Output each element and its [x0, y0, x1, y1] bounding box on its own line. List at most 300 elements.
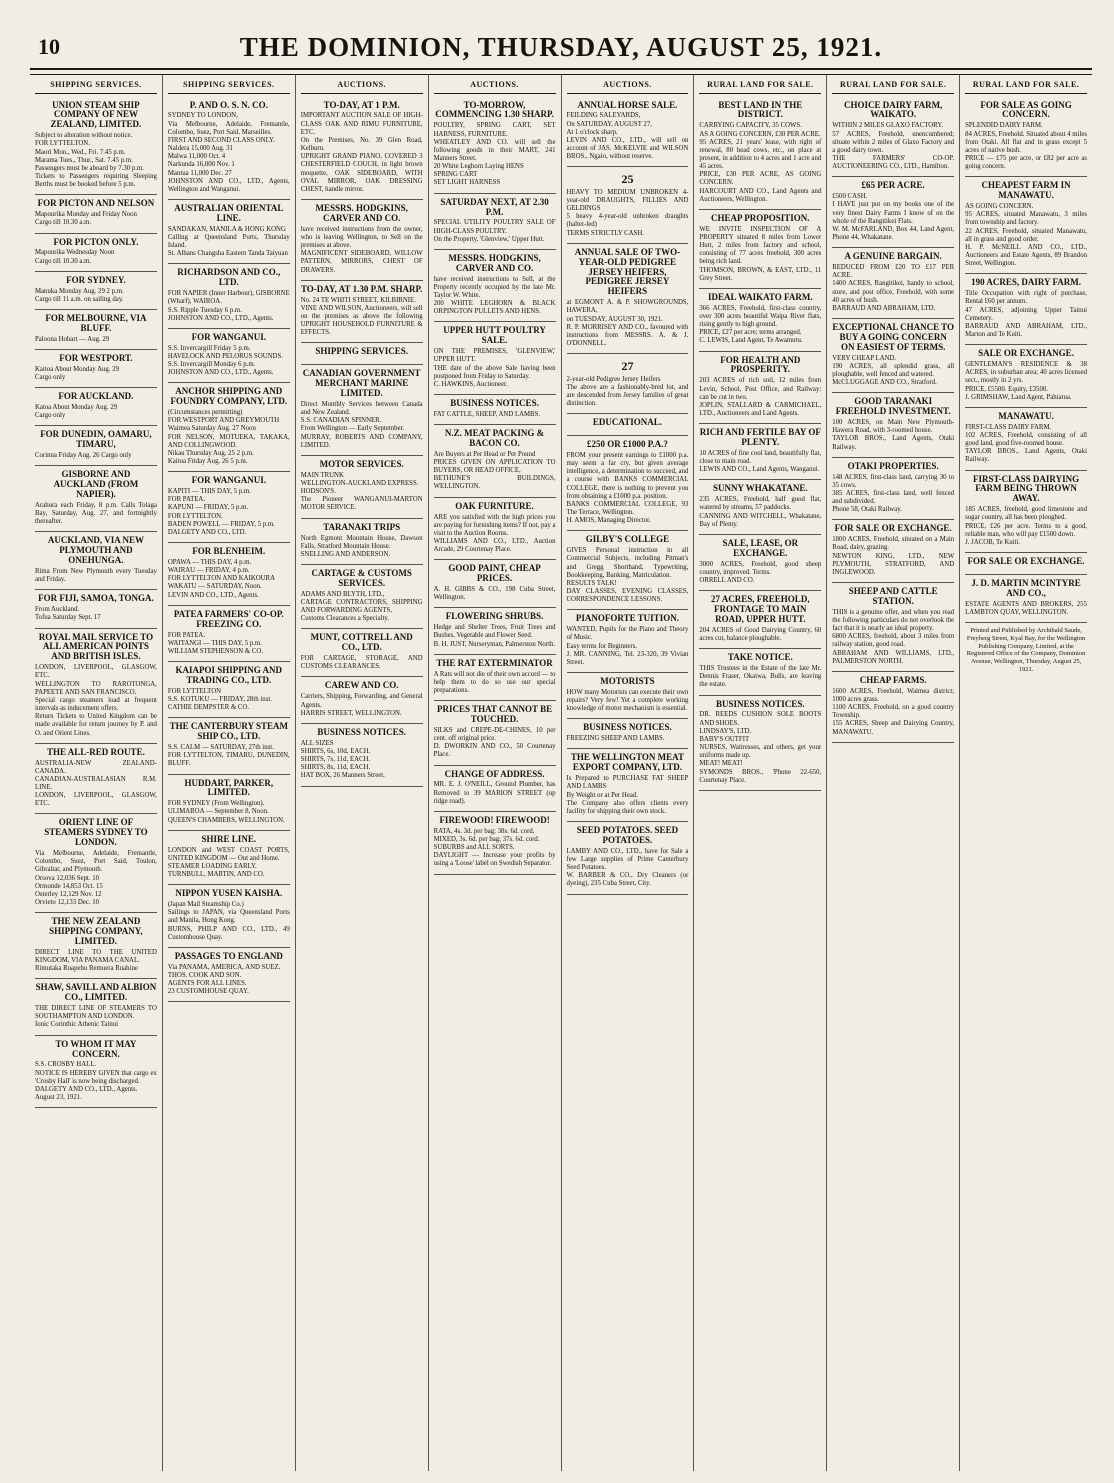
ad-title: FOR PICTON ONLY.	[53, 236, 139, 247]
advertisement	[832, 520, 954, 583]
ad-text: CARRYING CAPACITY, 35 COWS.	[699, 122, 802, 130]
ad-text: Tofua Saturday Sept. 17	[35, 614, 101, 622]
ad-text: The above are a fashionably-bred lot, and are descended from Jersey families of great distinction.	[566, 383, 689, 407]
ad-text: 185 ACRES, freehold, good limestone and sugar country, all has been ploughed.	[965, 506, 1087, 522]
ad-title: IDEAL WAIKATO FARM.	[708, 291, 813, 302]
ad-text: WELLINGTON TO RAROTONGA, PAPEETE AND SAN FRANCISCO.	[35, 680, 157, 696]
advertisement	[35, 1036, 157, 1109]
column-heading: AUCTIONS.	[434, 78, 556, 94]
ad-text: 200 WHITE LEGHORN & BLACK ORPINGTON PULLETS AND HENS.	[433, 300, 556, 316]
ad-text: FOR CARTAGE, STORAGE, AND CUSTOMS CLEARANCES.	[300, 655, 423, 671]
ad-text: Subject to alteration without notice.	[35, 132, 133, 140]
advertisement	[301, 565, 423, 629]
ad-text: Nikau Thursday Aug. 25 2 p.m.	[167, 449, 254, 457]
ad-text: Orsova 12,036 Sept. 10	[35, 874, 99, 882]
advertisement	[35, 350, 157, 388]
advertisement	[35, 272, 157, 310]
ad-text: FOR PATEA.	[167, 496, 206, 504]
ad-text: FOR SYDNEY (From Wellington).	[167, 800, 265, 808]
advertisement	[434, 194, 556, 250]
ad-text: have received instructions to Sell, at the Property recently occupied by the late Mr. Taylor W. White.	[433, 275, 556, 299]
advertisement	[567, 436, 689, 531]
ad-text: ORRELL AND CO.	[699, 577, 755, 585]
advertisement	[699, 210, 821, 289]
columns-container	[30, 74, 1092, 1471]
ad-title: CANADIAN GOVERNMENT MERCHANT MARINE LIMITED.	[302, 368, 421, 399]
ad-text: ON THE PREMISES, 'GLENVIEW,' UPPER HUTT.	[433, 348, 556, 364]
ad-text: FOR LYTTELTON, TIMARU, DUNEDIN, BLUFF.	[167, 752, 290, 768]
ad-text: S.S. KOTUKU — FRIDAY, 28th inst.	[167, 695, 272, 703]
column-2	[163, 75, 296, 1471]
ad-text: 1100 ACRES, Freehold, on a good country Township.	[832, 704, 955, 720]
ad-title: MOTORISTS	[600, 676, 655, 686]
ad-text: 57 ACRES, Freehold, unencumbered; situate within 2 miles of Glaxo Factory and a good dairy town.	[832, 130, 955, 154]
advertisement	[35, 532, 157, 590]
ad-text: FREEZING SHEEP AND LAMBS.	[566, 735, 665, 743]
ad-text: 385 ACRES, first-class land, well fenced and subdivided.	[832, 489, 955, 506]
ad-text: J. JACOB, Te Kuiti.	[965, 538, 1021, 546]
ad-text: THOS. COOK AND SON.	[167, 971, 242, 979]
ad-text: ARE you satisfied with the high prices you are paying for furnishing items? If not, pay a visit to the Auction Rooms.	[433, 513, 556, 537]
ad-title: MOTOR SERVICES.	[319, 458, 404, 469]
ad-text: Via PANAMA, AMERICA, AND SUEZ.	[167, 963, 281, 971]
ad-text: LONDON, LIVERPOOL, GLASGOW, ETC.	[35, 664, 157, 680]
ad-text: 2-year-old Pedigree Jersey Heifers	[566, 375, 661, 383]
ad-text: The Pioneer WANGANUI-MARTON MOTOR SERVICE.	[300, 496, 423, 512]
ad-text: By Weight or at Per Head.	[566, 791, 638, 799]
ad-text: DAYLIGHT — Increase your profits by using a 'Loose' label on Swedish Separator.	[433, 852, 556, 868]
ad-title: BUSINESS NOTICES.	[450, 398, 539, 408]
advertisement	[301, 97, 423, 200]
advertisement	[832, 672, 954, 743]
ad-text: Title Occupation with right of purchase, Rental £60 per annum.	[965, 290, 1087, 306]
ad-title: SHEEP AND CATTLE STATION.	[848, 586, 938, 606]
ad-text: Cargo till 10.30 a.m.	[35, 257, 92, 265]
ad-text: J. MR. CANNING, Tel. 23-320, 39 Vivian Street.	[566, 650, 689, 666]
advertisement	[699, 696, 821, 791]
ad-title: MESSRS. HODGKINS, CARVER AND CO.	[315, 203, 408, 223]
ad-text: STEAMER LOADING EARLY.	[167, 862, 257, 870]
ad-text: LONDON, LIVERPOOL, GLASGOW, ETC.	[35, 792, 157, 808]
ad-text: NOTICE IS HEREBY GIVEN that cargo ex 'Crosby Hall' is now being discharged.	[35, 1069, 157, 1085]
ad-text: NURSES, Waitresses, and others, get your uniforms made up.	[699, 744, 822, 760]
ad-text: C. LEWIS, Land Agent, Te Awamutu.	[699, 337, 803, 345]
column-1	[30, 75, 163, 1471]
ad-text: SNELLING AND ANDERSON.	[300, 550, 391, 558]
ad-title: TO-MORROW, COMMENCING 1.30 SHARP.	[435, 99, 554, 120]
ad-text: Mapourika Wednesday Noon	[35, 249, 115, 257]
ad-text: AS GOING CONCERN.	[965, 203, 1034, 211]
advertisement	[35, 310, 157, 350]
ad-text: Via Melbourne, Adelaide, Fremantle, Colombo, Suez, Port Said, Toulon, Gibraltar, and Plymouth.	[35, 850, 157, 874]
ad-text: WANTED, Pupils for the Piano and Theory of Music.	[566, 626, 689, 642]
ad-text: HARCOURT AND CO., Land Agents and Auctioneers, Wellington.	[699, 187, 822, 203]
ad-text: Passengers must be aboard by 7.30 p.m.	[35, 164, 144, 172]
ad-text: SYDNEY TO LONDON,	[167, 112, 238, 120]
ad-text: 366 ACRES, Freehold, first-class country, over 300 acres beautiful Waipa River flats, rising gently to high ground.	[699, 304, 822, 329]
ad-text: HAVELOCK AND PELORUS SOUNDS.	[167, 352, 283, 360]
ad-title: FOR SYDNEY.	[66, 274, 126, 285]
ad-text: 3000 ACRES, Freehold, good sheep country, improved. Terms.	[699, 560, 822, 576]
ad-title: TO-DAY, AT 1 P.M.	[323, 99, 400, 110]
ad-title: OAK FURNITURE.	[455, 500, 534, 511]
ad-text: 190 ACRES, all splendid grass, all ploughable, well fenced and watered.	[832, 362, 955, 378]
advertisement	[832, 393, 954, 457]
column-heading: RURAL LAND FOR SALE.	[965, 78, 1087, 94]
ad-text: Calling at Queensland Ports, Thursday Island.	[167, 233, 290, 250]
ad-title: THE ALL-RED ROUTE.	[47, 746, 145, 757]
advertisement	[434, 322, 556, 395]
ad-text: Arahura each Friday, 8 p.m. Calls Tolaga Bay, Saturday, Aug. 27, and fortnightly thereafter.	[35, 501, 157, 526]
advertisement	[567, 719, 689, 749]
ad-title: THE RAT EXTERMINATOR	[436, 657, 553, 668]
ad-title: CAREW AND CO.	[324, 680, 399, 691]
ad-title: FOR BLENHEIM.	[192, 546, 266, 557]
ad-text: FOR WESTPORT AND GREYMOUTH	[167, 417, 280, 425]
ad-text: RESULTS TALK!	[566, 579, 617, 587]
ad-text: Customs Clearances a Specialty.	[300, 615, 390, 623]
ad-text: 23 CUSTOMHOUSE QUAY.	[167, 988, 249, 996]
ad-text: Ormonde 14,853 Oct. 15	[35, 882, 103, 890]
ad-text: PRICE — £75 per acre, or £82 per acre as going concern.	[965, 155, 1087, 171]
ad-title: N.Z. MEAT PACKING & BACON CO.	[444, 428, 545, 448]
ad-text: Orvieto 12,133 Dec. 10	[35, 899, 99, 907]
advertisement	[832, 458, 954, 521]
ad-title: UPPER HUTT POULTRY SALE.	[443, 325, 546, 346]
ad-text: Hedge and Shelter Trees, Fruit Trees and Bushes, Vegetable and Flower Seed.	[433, 624, 556, 640]
ad-text: VINE AND WILSON, Auctioneers, will sell on the premises as above the following UPRIGHT HOUSEHOLD FURNITURE & EFFECTS.	[300, 304, 423, 337]
ad-title: FIREWOOD! FIREWOOD!	[439, 814, 550, 825]
ad-text: DALGETY AND CO., LTD.	[167, 528, 247, 536]
ad-text: PRICE, £30 PER ACRE, AS GOING CONCERN.	[699, 171, 822, 187]
ad-text: TAYLOR BROS., Land Agents, Otaki Railway.	[965, 448, 1087, 464]
ad-text: DIRECT LINE TO THE UNITED KINGDOM, VIA PANAMA CANAL.	[35, 948, 157, 965]
ad-text: BABY'S OUTFIT	[699, 735, 750, 743]
ad-text: FOR LYTTELTON	[167, 687, 222, 695]
ad-title: MUNT, COTTRELL AND CO., LTD.	[310, 632, 413, 653]
advertisement	[35, 913, 157, 979]
ad-title: FOR PICTON AND NELSON	[37, 198, 155, 209]
ad-text: S.S. CANADIAN SPINNER.	[300, 417, 382, 425]
advertisement	[832, 97, 954, 178]
advertisement	[434, 608, 556, 654]
advertisement	[567, 414, 689, 436]
ad-text: Cargo only	[35, 412, 66, 420]
ad-title: FOR DUNEDIN, OAMARU, TIMARU,	[40, 429, 152, 450]
advertisement	[965, 471, 1087, 553]
ad-title: KAIAPOI SHIPPING AND TRADING CO., LTD.	[175, 665, 283, 685]
advertisement	[567, 97, 689, 168]
ad-title: SHAW, SAVILL AND ALBION CO., LIMITED.	[35, 982, 157, 1003]
ad-title: CARTAGE & CUSTOMS SERVICES.	[311, 567, 412, 588]
ad-title: P. AND O. S. N. CO.	[189, 99, 268, 110]
ad-text: MIXED, 3s. 6d. per bag; 37s. 6d. cord.	[433, 835, 540, 843]
ad-text: WELLINGTON-AUCKLAND EXPRESS.	[300, 479, 419, 487]
advertisement	[699, 649, 821, 695]
ad-text: WILLIAMS AND CO., LTD., Auction Arcade, 29 Courtenay Place.	[433, 537, 556, 554]
ad-title: MESSRS. HODGKINS, CARVER AND CO.	[448, 252, 541, 273]
advertisement	[35, 97, 157, 196]
ad-text: On SATURDAY, AUGUST 27,	[566, 120, 652, 128]
ad-text: SHIRTS, 7s, 11d, EACH.	[300, 756, 371, 764]
ad-text: Mantua 11,000 Dec. 27	[167, 169, 232, 177]
advertisement	[567, 167, 689, 243]
column-6	[694, 75, 827, 1471]
ad-text: The Company also offers clients every facility for shipping their own stock.	[566, 799, 689, 815]
advertisement	[699, 535, 821, 591]
ad-title: GILBY'S COLLEGE	[585, 534, 670, 545]
ad-text: WITHIN 2 MILES GLAXO FACTORY.	[832, 122, 944, 130]
ad-text: R. P. MORRISEY AND CO., favoured with instructions from MESSRS. A. & J. O'DONNELL.	[566, 323, 689, 347]
ad-title: AUCKLAND, VIA NEW PLYMOUTH AND ONEHUNGA.	[47, 535, 144, 566]
ad-text: NEWTON KING, LTD., NEW PLYMOUTH, STRATFORD, AND INGLEWOOD.	[832, 552, 955, 576]
advertisement	[35, 388, 157, 426]
ad-text: A Rats will not die of their own accord — to help them to do so use our special preparations.	[433, 670, 556, 694]
advertisement	[301, 343, 423, 365]
ad-text: I HAVE just put on my books one of the very finest Dairy Farms I know of on the whole of the Rangitikei Flats.	[832, 201, 955, 225]
advertisement	[168, 885, 290, 948]
advertisement	[699, 424, 821, 480]
ad-text: Maori Mon., Wed., Fri. 7.45 p.m.	[35, 148, 126, 156]
ad-title: THE NEW ZEALAND SHIPPING COMPANY, LIMITED.	[49, 916, 143, 947]
ad-text: 47 ACRES, adjoining Upper Tainui Cemetery.	[965, 306, 1087, 322]
ad-text: LINDSAY'S, LTD.	[699, 727, 752, 735]
ad-text: 20 White Leghorn Laying HENS	[433, 163, 524, 171]
ad-title: ROYAL MAIL SERVICE TO ALL AMERICAN POINTS AND BRITISH ISLES.	[38, 631, 154, 662]
ad-text: DAY CLASSES, EVENING CLASSES, CORRESPONDENCE LESSONS.	[566, 588, 689, 604]
ad-text: Sailings to JAPAN, via Queensland Ports and Manila, Hong Kong.	[167, 909, 290, 925]
ad-text: BADEN POWELL — FRIDAY, 5 p.m.	[167, 520, 275, 528]
ad-text: GENTLEMAN'S RESIDENCE & 38 ACRES, in suburban area; 40 acres licensed sect., mostly in 2 yrs.	[965, 361, 1087, 385]
advertisement	[301, 724, 423, 787]
ad-text: Return Tickets to United Kingdom can be made available for return journey by P. and O. and Orient Lines.	[35, 713, 157, 737]
ad-title: THE WELLINGTON MEAT EXPORT COMPANY, LTD.	[570, 752, 684, 773]
advertisement	[434, 701, 556, 765]
ad-title: J. D. MARTIN MCINTYRE AND CO.,	[971, 577, 1081, 598]
ad-text: SPLENDID DAIRY FARM.	[965, 122, 1043, 130]
ad-text: PRICE, £5500. Equity, £3500.	[965, 385, 1048, 393]
ad-text: QUEEN'S CHAMBERS, WELLINGTON.	[167, 816, 285, 824]
ad-text: S.S. Ripple Tuesday 6 p.m.	[167, 306, 242, 314]
ad-text: WE INVITE INSPECTION OF A PROPERTY situated 8 miles from Lower Hutt, 2 miles from factory and school, consisting of 77 acres freehold, 300 acres being rich land.	[699, 225, 822, 266]
ad-text: VERY CHEAP LAND.	[832, 354, 897, 362]
ad-text: LEWIS AND CO., Land Agents, Wanganui.	[699, 466, 820, 474]
ad-text: JOPLIN, STALLARD & CARMICHAEL, LTD., Auctioneers and Land Agents.	[699, 401, 822, 417]
ad-text: POULTRY, SPRING CART, SET HARNESS, FURNITURE.	[433, 122, 556, 138]
ad-title: 190 ACRES, DAIRY FARM.	[971, 277, 1082, 288]
ad-text: On the Property, 'Glenview,' Upper Hutt.	[433, 235, 545, 243]
ad-text: BURNS, PHILP AND CO., LTD., 49 Customhouse Quay.	[167, 925, 290, 941]
ad-text: HEAVY TO MEDIUM UNBROKEN 4-year-old DRAUGHTS, FILLIES AND GELDINGS	[566, 188, 689, 213]
ad-text: 100 ACRES, on Main New Plymouth-Hawera Road, with 3-roomed house.	[832, 419, 955, 435]
advertisement	[168, 775, 290, 831]
ad-text: St. Albans Changsha Eastern Tanda Taiyuan	[167, 250, 288, 258]
ad-text: ESTATE AGENTS AND BROKERS, 255 LAMBTON QUAY, WELLINGTON.	[965, 600, 1087, 616]
ad-title: 27	[621, 359, 634, 374]
ad-title: FOR SALE OR EXCHANGE.	[834, 523, 952, 534]
ad-title: RICH AND FERTILE BAY OF PLENTY.	[699, 427, 821, 448]
ad-text: FOR PATEA.	[167, 631, 206, 639]
ad-text: 204 ACRES of Good Dairying Country, 60 acres cut, balance ploughable.	[699, 626, 822, 642]
ad-text: North Egmont Mountain House, Dawson Falls, Stratford Mountain House.	[300, 534, 423, 550]
ad-text: Ionic Corinthic Athenic Tainui	[35, 1021, 119, 1029]
advertisement	[168, 329, 290, 384]
advertisement	[35, 466, 157, 532]
ad-text: Via Melbourne, Adelaide, Fremantle, Colombo, Suez, Port Said, Marseilles.	[167, 120, 290, 136]
ad-text: B. H. JUST, Nurseryman, Palmerston North.	[433, 640, 556, 648]
ad-text: Kaitoa Friday Aug. 26 5 p.m.	[167, 458, 248, 466]
ad-text: Tickets to Passengers requiring Sleeping Berths must be booked before 5 p.m.	[35, 173, 157, 189]
ad-title: OTAKI PROPERTIES.	[847, 460, 939, 471]
ad-text: Kaitoa About Monday Aug. 29	[35, 365, 120, 373]
advertisement	[301, 519, 423, 565]
ad-text: HOW many Motorists can execute their own repairs? Very few! Yet a complete working knowledge of motor mechanism is essential.	[566, 688, 689, 713]
advertisement	[168, 472, 290, 543]
advertisement	[168, 543, 290, 606]
advertisement	[965, 177, 1087, 274]
ad-text: TURNBULL, MARTIN, AND CO.	[167, 871, 265, 879]
advertisement	[35, 195, 157, 233]
advertisement	[965, 408, 1087, 471]
ad-title: SUNNY WHAKATANE.	[712, 483, 808, 494]
advertisement	[832, 177, 954, 248]
advertisement	[965, 575, 1087, 623]
ad-title: FOR SALE AS GOING CONCERN.	[980, 99, 1072, 120]
ad-text: HAT BOX, 26 Manners Street.	[300, 772, 385, 780]
ad-text: Phone 58, Otaki Railway.	[832, 506, 902, 514]
ad-text: 5 heavy 4-year-old unbroken draughts (halter-led)	[566, 213, 689, 229]
ad-text: FEILDING SALEYARDS,	[566, 112, 641, 120]
ad-title: TARANAKI TRIPS	[323, 521, 401, 532]
ad-title: BUSINESS NOTICES.	[716, 698, 805, 709]
ad-text: THE date of the above Sale having been postponed from Friday to Saturday.	[433, 364, 556, 380]
ad-title: TO WHOM IT MAY CONCERN.	[55, 1038, 137, 1059]
ad-text: WILLIAM STEPHENSON & CO.	[167, 647, 264, 655]
ad-text: DR. REEDS CUSHION SOLE BOOTS AND SHOES.	[699, 711, 822, 727]
ad-text: SPECIAL UTILITY POULTRY SALE OF HIGH-CLASS POULTRY.	[433, 219, 556, 235]
advertisement	[434, 498, 556, 561]
column-5	[562, 75, 695, 1471]
ad-text: (Circumstances permitting)	[167, 409, 243, 417]
advertisement	[301, 677, 423, 723]
ad-text: W. BARBER & CO., Dry Cleaners (or dyeing), 235 Cuba Street, City.	[566, 872, 689, 888]
ad-text: Narkunda 16,000 Nov. 1	[167, 161, 235, 169]
ad-text: Special cargo steamers load at frequent intervals as inducement offers.	[35, 696, 157, 713]
advertisement	[965, 553, 1087, 575]
advertisement	[301, 365, 423, 456]
ad-title: £65 PER ACRE.	[861, 180, 925, 191]
column-heading: RURAL LAND FOR SALE.	[832, 78, 954, 94]
ad-text: Rima From New Plymouth every Tuesday and Friday.	[35, 568, 157, 584]
ad-text: UPRIGHT GRAND PIANO, COVERED 3 CHESTERFIELD COUCH, in light brown moquette, OAK SIDEBOARD, WITH OVAL MIRROR, OAK DRESSING CHEST, handle mirror.	[300, 153, 423, 193]
advertisement	[35, 590, 157, 628]
ad-title: SEED POTATOES. SEED POTATOES.	[576, 824, 679, 845]
advertisement	[434, 655, 556, 701]
ad-title: HUDDART, PARKER, LIMITED.	[184, 777, 274, 798]
column-7	[827, 75, 960, 1471]
ad-text: Is Prepared to PURCHASE FAT SHEEP AND LAMBS	[566, 775, 689, 791]
ad-text: MURRAY, ROBERTS AND COMPANY, LIMITED.	[300, 433, 423, 449]
ad-title: FOR WANGANUI.	[191, 331, 266, 342]
ad-title: CHOICE DAIRY FARM, WAIKATO.	[843, 99, 943, 120]
ad-title: SHIPPING SERVICES.	[315, 346, 409, 357]
ad-text: THIS Trustees in the Estate of the late Mr. Dennis Fraser, Okaiwa, Bulls, are leaving the estate.	[699, 665, 822, 689]
ad-text: C. HAWKINS, Auctioneer.	[433, 380, 508, 388]
column-heading: AUCTIONS.	[301, 78, 423, 94]
ad-text: SHIRTS, 6s, 10d, EACH.	[300, 747, 371, 755]
ad-text: Waimea Saturday Aug. 27 Noon	[167, 425, 256, 433]
ad-text: Cargo till 10.30 a.m.	[35, 219, 92, 227]
ad-title: FLOWERING SHRUBS.	[445, 611, 544, 622]
ad-text: MAGNIFICENT SIDEBOARD, WILLOW PATTERN, MIRRORS, CHEST OF DRAWERS.	[300, 250, 423, 274]
ad-text: KAPUNI — FRIDAY, 5 p.m.	[167, 504, 249, 512]
ad-text: Osterley 12,129 Nov. 12	[35, 890, 102, 898]
ad-text: SUBURBS and ALL SORTS.	[433, 844, 515, 852]
ad-text: SYMONDS BROS., 'Phone 22-650, Courtenay Place.	[699, 768, 822, 784]
advertisement	[965, 274, 1087, 345]
ad-text: 6800 ACRES, freehold, about 3 miles from railway station, good road.	[832, 633, 955, 649]
ad-text: LEVIN AND CO., LTD., will sell on account of JAS. McKELVIE and WILSON BROS., Ngaio, without reserve.	[566, 136, 689, 161]
ad-text: FOR NAPIER (Inner Harbour), GISBORNE (Wharf), WAIROA.	[167, 290, 290, 306]
ad-text: BARRAUD AND ABRAHAM, LTD., Marton and Te Kuiti.	[965, 322, 1087, 339]
ad-title: £250 OR £1000 P.A.?	[586, 439, 668, 450]
ad-text: AGENTS FOR ALL LINES.	[167, 980, 247, 988]
ad-title: ORIENT LINE OF STEAMERS SYDNEY TO LONDON.	[44, 817, 148, 848]
ad-title: TAKE NOTICE.	[727, 652, 793, 663]
ad-title: CHEAP PROPOSITION.	[711, 212, 810, 223]
ad-text: WAITANGI — THIS DAY, 5 p.m.	[167, 639, 262, 647]
ad-text: A. H. GIBBS & CO., 198 Cuba Street, Wellington.	[433, 586, 556, 602]
advertisement	[434, 250, 556, 323]
column-heading: SHIPPING SERVICES.	[168, 78, 290, 94]
ad-title: FOR HEALTH AND PROSPERITY.	[720, 354, 801, 375]
column-4	[429, 75, 562, 1471]
ad-text: £500 CASH.	[832, 193, 868, 201]
ad-title: FOR FIJI, SAMOA, TONGA.	[38, 593, 154, 604]
ad-title: THE CANTERBURY STEAM SHIP CO., LTD.	[169, 721, 288, 742]
ad-text: ADAMS AND BLYTH, LTD.,	[300, 590, 385, 598]
ad-text: JOHNSTON AND CO., LTD., Agents.	[167, 314, 274, 322]
advertisement	[301, 281, 423, 344]
ad-title: FOR SALE OR EXCHANGE.	[967, 555, 1085, 566]
ad-text: Direct Monthly Services between Canada and New Zealand.	[300, 401, 423, 417]
ad-text: SILKS and CREPE-DE-CHINES, 10 per cent. off original price.	[433, 726, 556, 743]
ad-text: Cargo only	[35, 373, 66, 381]
ad-text: At 1 o'clock sharp.	[566, 128, 618, 136]
ad-text: MEAT! MEAT!	[699, 760, 743, 768]
ad-text: Naldera 15,000 Aug. 31	[167, 145, 233, 153]
column-heading: SHIPPING SERVICES.	[35, 78, 157, 94]
advertisement	[965, 97, 1087, 178]
ad-text: JOHNSTON AND CO., LTD., Agents, Wellington and Wanganui.	[167, 177, 290, 193]
ad-text: GIVES Personal instruction in all Commercial Subjects, including Pitman's and Gregg Shorthand, Typewriting, Bookkeeping, Banking, Matriculation.	[566, 547, 689, 579]
advertisement	[168, 264, 290, 328]
ad-text: at EGMONT A. & P. SHOWGROUNDS, HAWERA,	[566, 299, 689, 315]
ad-text: FIRST AND SECOND CLASS ONLY.	[167, 136, 275, 144]
ad-text: IMPORTANT AUCTION SALE OF HIGH-CLASS OAK AND RIMU FURNITURE, ETC.	[300, 112, 423, 136]
ad-text: Cargo till 11 a.m. on sailing day.	[35, 295, 124, 303]
ad-text: WAIRAU — FRIDAY, 4 p.m.	[167, 567, 250, 575]
ad-title: SATURDAY NEXT, AT 2.30 P.M.	[440, 196, 549, 217]
advertisement	[168, 948, 290, 1003]
ad-text: 95 ACRES, situated Manawatu, 3 miles from township and factory.	[965, 211, 1087, 227]
newspaper-title: THE DOMINION, THURSDAY, AUGUST 25, 1921.	[239, 32, 883, 62]
ad-text: S.S. CALM — SATURDAY, 27th inst.	[167, 744, 274, 752]
ad-text: Are Buyers at Per Head or Per Pound	[433, 450, 536, 458]
advertisement	[567, 673, 689, 719]
advertisement	[168, 831, 290, 886]
ad-title: ANNUAL SALE OF TWO-YEAR-OLD PEDIGREE JERSEY HEIFERS, PEDIGREE JERSEY HEIFERS	[574, 246, 681, 297]
